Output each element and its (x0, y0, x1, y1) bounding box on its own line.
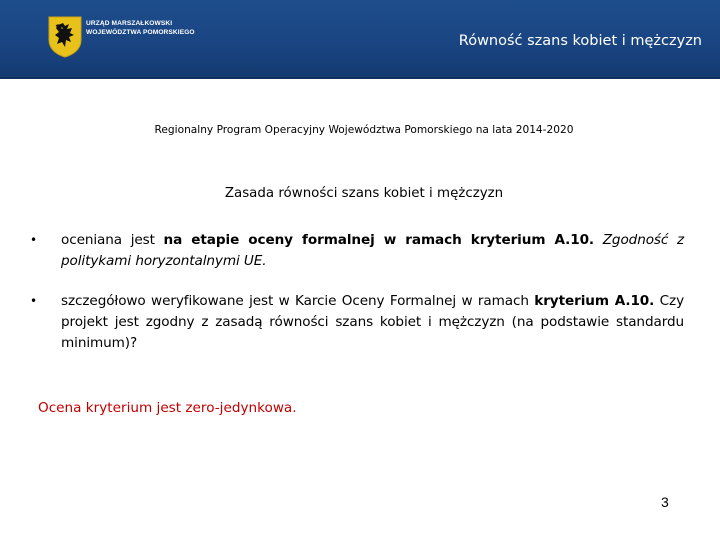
bullet-2-bold: kryterium A.10. (534, 293, 655, 309)
slide-title: Równość szans kobiet i mężczyzn (458, 33, 702, 49)
bullet-2-part1: szczegółowo weryfikowane jest w Karcie Oceny Formalnej w ramach (61, 293, 535, 309)
bullet-1-italic: Zgodność z politykami horyzontalnymi UE. (61, 232, 684, 269)
bullet-text-2 (61, 291, 684, 354)
coat-of-arms-griffin-icon (48, 16, 82, 58)
logo-line-2: WOJEWÓDZTWA POMORSKIEGO (86, 29, 195, 36)
bullet-item-1 (30, 230, 684, 272)
logo-line-1: URZĄD MARSZAŁKOWSKI (86, 20, 173, 27)
logo-text (86, 19, 216, 37)
bullet-1-bold: na etapie oceny formalnej w ramach kryterium A.10. (163, 232, 595, 248)
program-subtitle: Regionalny Program Operacyjny Województwa Pomorskiego na lata 2014-2020 (154, 124, 574, 136)
page-number: 3 (661, 494, 669, 510)
bullet-1-part1: oceniana jest (61, 232, 164, 248)
bullet-marker: • (30, 294, 38, 308)
header-bar (0, 0, 720, 79)
bullet-item-2 (30, 291, 684, 354)
conclusion-text: Ocena kryterium jest zero-jedynkowa. (38, 400, 297, 416)
bullet-text-1 (61, 230, 684, 272)
bullet-2-part3: Czy projekt jest zgodny z zasadą równości szans kobiet i mężczyzn (na podstawie standardu minimum)? (61, 293, 685, 351)
section-title: Zasada równości szans kobiet i mężczyzn (224, 186, 504, 201)
bullet-marker: • (30, 233, 38, 247)
